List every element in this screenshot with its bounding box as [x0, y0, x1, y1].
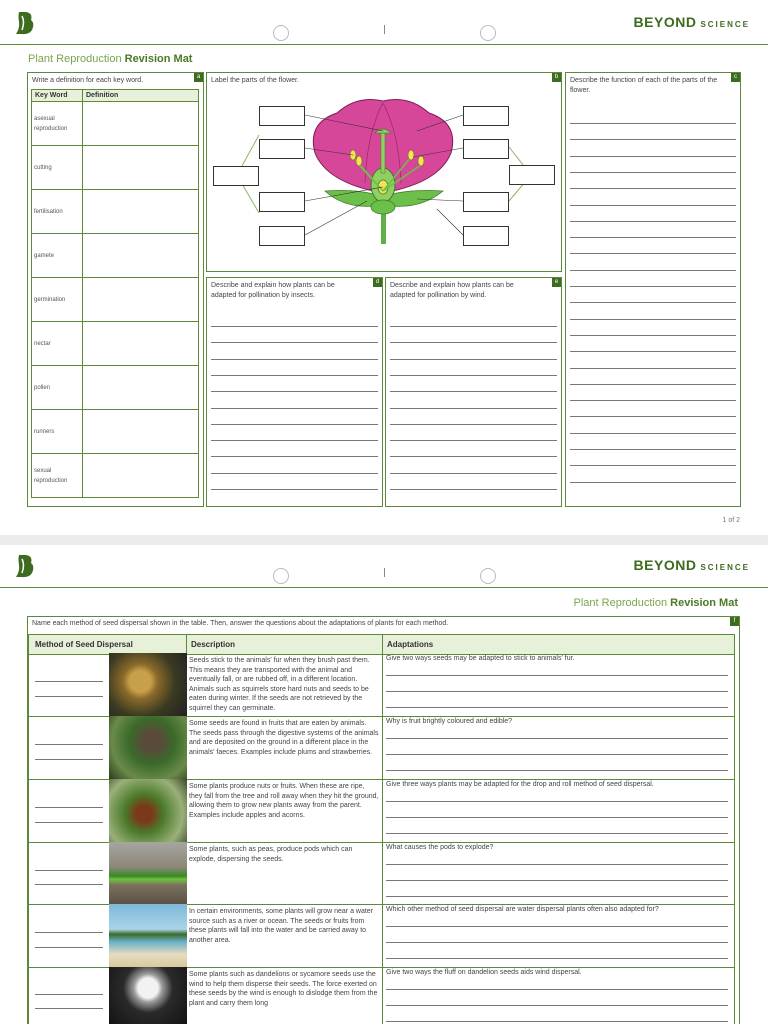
adaptation-answer-line[interactable]	[386, 989, 728, 990]
method-answer-line[interactable]	[35, 696, 103, 697]
adaptation-answer-line[interactable]	[386, 896, 728, 897]
method-answer-line[interactable]	[35, 947, 103, 948]
section-a-key-words	[27, 72, 204, 507]
writing-line[interactable]	[390, 391, 557, 392]
writing-line[interactable]	[390, 408, 557, 409]
writing-line[interactable]	[570, 449, 736, 450]
description-text: Some seeds are found in fruits that are eaten by animals. The seeds pass through the digestive systems of the animals and are deposited on the ground in a different place in the animals' faeces. Examples include plums and strawberries.	[189, 720, 379, 756]
description-text: Some plants, such as peas, produce pods which can explode, dispersing the seeds.	[189, 846, 353, 863]
table-row	[28, 904, 735, 968]
flower-label-box[interactable]	[259, 139, 305, 159]
writing-line[interactable]	[570, 482, 736, 483]
writing-line[interactable]	[570, 319, 736, 320]
seed-dispersal-photo	[109, 779, 187, 842]
fold-mark	[384, 25, 385, 34]
definition-cell[interactable]	[83, 454, 199, 498]
description-text: In certain environments, some plants will grow near a water source such as a river or ocean. The seeds or fruits from these plants will fall into the water and be carried away to another area.	[189, 908, 374, 944]
col-header-definition: Definition	[83, 90, 199, 102]
writing-line[interactable]	[570, 270, 736, 271]
col-header-method: Method of Seed Dispersal	[35, 640, 133, 649]
adaptation-answer-line[interactable]	[386, 707, 728, 708]
method-answer-line[interactable]	[35, 884, 103, 885]
adaptation-question: Give two ways seeds may be adapted to stick to animals' fur.	[386, 655, 575, 662]
writing-line[interactable]	[211, 342, 378, 343]
table-row	[28, 653, 735, 717]
table-row	[32, 102, 199, 146]
punch-hole	[273, 25, 289, 41]
definition-cell[interactable]	[83, 146, 199, 190]
writing-line[interactable]	[570, 286, 736, 287]
section-e-instruction: Describe and explain how plants can be adapted for pollination by wind.	[390, 282, 514, 299]
adaptation-answer-line[interactable]	[386, 958, 728, 959]
section-c-flower-functions	[565, 72, 741, 507]
seed-dispersal-photo	[109, 904, 187, 967]
writing-line[interactable]	[570, 416, 736, 417]
writing-line[interactable]	[211, 456, 378, 457]
section-e-wind-pollination	[385, 277, 562, 507]
fold-mark	[384, 568, 385, 577]
method-answer-line[interactable]	[35, 807, 103, 808]
section-tag: a	[194, 73, 203, 82]
col-header-key-word: Key Word	[32, 90, 83, 102]
method-answer-line[interactable]	[35, 822, 103, 823]
seed-dispersal-photo	[109, 653, 187, 716]
adaptation-answer-line[interactable]	[386, 754, 728, 755]
adaptation-question: Why is fruit brightly coloured and edible?	[386, 718, 513, 725]
page-title: Plant Reproduction Revision Mat	[28, 53, 193, 65]
section-c-instruction: Describe the function of each of the parts of the flower.	[570, 77, 718, 94]
table-row	[32, 234, 199, 278]
writing-line[interactable]	[211, 440, 378, 441]
definition-cell[interactable]	[83, 278, 199, 322]
writing-line[interactable]	[570, 123, 736, 124]
method-answer-line[interactable]	[35, 759, 103, 760]
flower-label-box[interactable]	[463, 106, 509, 126]
writing-line[interactable]	[570, 172, 736, 173]
flower-label-box[interactable]	[213, 166, 259, 186]
writing-line[interactable]	[211, 359, 378, 360]
flower-label-box[interactable]	[463, 192, 509, 212]
key-word: cutting	[32, 146, 83, 190]
key-word: pollen	[32, 366, 83, 410]
definition-cell[interactable]	[83, 322, 199, 366]
section-tag: e	[552, 278, 561, 287]
page-title: Plant Reproduction Revision Mat	[573, 597, 738, 609]
definition-cell[interactable]	[83, 366, 199, 410]
adaptation-answer-line[interactable]	[386, 864, 728, 865]
table-row	[28, 716, 735, 780]
writing-line[interactable]	[390, 342, 557, 343]
key-word: fertilisation	[32, 190, 83, 234]
table-row	[28, 842, 735, 905]
punch-hole	[480, 568, 496, 584]
flower-label-box[interactable]	[509, 165, 555, 185]
writing-line[interactable]	[211, 424, 378, 425]
definition-cell[interactable]	[83, 234, 199, 278]
adaptation-answer-line[interactable]	[386, 880, 728, 881]
writing-line[interactable]	[211, 489, 378, 490]
method-answer-line[interactable]	[35, 744, 103, 745]
writing-line[interactable]	[390, 424, 557, 425]
table-row	[28, 967, 735, 1024]
seed-dispersal-photo	[109, 716, 187, 779]
writing-line[interactable]	[211, 473, 378, 474]
writing-line[interactable]	[211, 391, 378, 392]
writing-line[interactable]	[570, 384, 736, 385]
table-row	[32, 190, 199, 234]
writing-line[interactable]	[390, 456, 557, 457]
definition-cell[interactable]	[83, 410, 199, 454]
section-a-instruction: Write a definition for each key word.	[32, 77, 144, 84]
section-tag: d	[373, 278, 382, 287]
definition-cell[interactable]	[83, 190, 199, 234]
adaptation-answer-line[interactable]	[386, 1021, 728, 1022]
writing-line[interactable]	[570, 188, 736, 189]
brand-name: BEYOND SCIENCE	[633, 557, 750, 573]
flower-label-box[interactable]	[463, 226, 509, 246]
section-d-instruction: Describe and explain how plants can be adapted for pollination by insects.	[211, 282, 335, 299]
description-text: Seeds stick to the animals' fur when they brush past them. This means they are transported with the animal and eventually fall, or are rubbed off, in a different location. Animals such as squirrels store hard nuts and seeds to be eaten during winter. If the seeds are not retrieved by the squirrel they can germinate.	[189, 657, 370, 712]
writing-line[interactable]	[570, 351, 736, 352]
section-tag: f	[730, 617, 739, 626]
adaptation-question: Give two ways the fluff on dandelion seeds aids wind dispersal.	[386, 969, 582, 976]
writing-line[interactable]	[570, 156, 736, 157]
section-f-instruction: Name each method of seed dispersal shown in the table. Then, answer the questions about the adaptations of plants for each method.	[32, 620, 449, 627]
flower-label-box[interactable]	[259, 192, 305, 212]
description-text: Some plants such as dandelions or sycamore seeds use the wind to help them disperse their seeds. The force exerted on these seeds by the wind is enough to dislodge them from the plant and carry them long	[189, 971, 378, 1007]
definition-cell[interactable]	[83, 102, 199, 146]
section-b-instruction: Label the parts of the flower.	[211, 77, 299, 84]
table-row	[32, 146, 199, 190]
seed-dispersal-photo	[109, 842, 187, 904]
adaptation-answer-line[interactable]	[386, 801, 728, 802]
key-word: runners	[32, 410, 83, 454]
writing-line[interactable]	[211, 408, 378, 409]
writing-line[interactable]	[390, 375, 557, 376]
adaptation-answer-line[interactable]	[386, 926, 728, 927]
writing-line[interactable]	[570, 433, 736, 434]
writing-line[interactable]	[570, 221, 736, 222]
writing-line[interactable]	[390, 359, 557, 360]
writing-line[interactable]	[390, 440, 557, 441]
worksheet-page-2	[0, 545, 768, 1024]
col-header-adaptations: Adaptations	[387, 640, 434, 649]
table-row	[32, 366, 199, 410]
writing-line[interactable]	[570, 253, 736, 254]
adaptation-question: Give three ways plants may be adapted for the drop and roll method of seed dispersal.	[386, 781, 654, 788]
adaptation-answer-line[interactable]	[386, 942, 728, 943]
writing-line[interactable]	[570, 400, 736, 401]
adaptation-answer-line[interactable]	[386, 1005, 728, 1006]
writing-line[interactable]	[570, 302, 736, 303]
section-b-label-flower	[206, 72, 562, 272]
method-answer-line[interactable]	[35, 1008, 103, 1009]
key-word: germination	[32, 278, 83, 322]
writing-line[interactable]	[570, 205, 736, 206]
punch-hole	[480, 25, 496, 41]
table-row	[32, 322, 199, 366]
flower-label-box[interactable]	[259, 226, 305, 246]
table-header	[28, 634, 735, 655]
writing-line[interactable]	[211, 375, 378, 376]
adaptation-answer-line[interactable]	[386, 833, 728, 834]
adaptation-question: Which other method of seed dispersal are water dispersal plants often also adapted for?	[386, 906, 659, 913]
writing-line[interactable]	[390, 326, 557, 327]
beyond-logo-icon	[14, 553, 36, 579]
writing-line[interactable]	[570, 335, 736, 336]
key-word-table	[31, 89, 199, 498]
table-row	[32, 410, 199, 454]
writing-line[interactable]	[570, 139, 736, 140]
writing-line[interactable]	[570, 237, 736, 238]
key-word: gamete	[32, 234, 83, 278]
beyond-logo-icon	[14, 10, 36, 36]
punch-hole	[273, 568, 289, 584]
flower-label-box[interactable]	[259, 106, 305, 126]
table-row	[32, 454, 199, 498]
key-word: asexual reproduction	[32, 102, 83, 146]
adaptation-answer-line[interactable]	[386, 738, 728, 739]
section-d-insect-pollination	[206, 277, 383, 507]
table-row	[32, 278, 199, 322]
flower-label-box[interactable]	[463, 139, 509, 159]
section-tag: c	[731, 73, 740, 82]
header-rule	[0, 587, 768, 588]
method-answer-line[interactable]	[35, 994, 103, 995]
writing-line[interactable]	[390, 489, 557, 490]
page-number: 1 of 2	[722, 517, 740, 524]
table-row	[28, 779, 735, 843]
description-text: Some plants produce nuts or fruits. When these are ripe, they fall from the tree and roll away when they hit the ground, allowing them to grow new plants away from the parent. Examples include apples and acorns.	[189, 783, 379, 819]
writing-line[interactable]	[570, 465, 736, 466]
method-answer-line[interactable]	[35, 932, 103, 933]
writing-line[interactable]	[570, 368, 736, 369]
brand-name: BEYOND SCIENCE	[633, 14, 750, 30]
key-word: sexual reproduction	[32, 454, 83, 498]
adaptation-answer-line[interactable]	[386, 675, 728, 676]
adaptation-answer-line[interactable]	[386, 691, 728, 692]
seed-dispersal-photo	[109, 967, 187, 1024]
section-tag: b	[552, 73, 561, 82]
writing-line[interactable]	[211, 326, 378, 327]
adaptation-answer-line[interactable]	[386, 770, 728, 771]
key-word: nectar	[32, 322, 83, 366]
adaptation-question: What causes the pods to explode?	[386, 844, 494, 851]
writing-line[interactable]	[390, 473, 557, 474]
method-answer-line[interactable]	[35, 681, 103, 682]
header-rule	[0, 44, 768, 45]
method-answer-line[interactable]	[35, 870, 103, 871]
col-header-description: Description	[191, 640, 236, 649]
adaptation-answer-line[interactable]	[386, 817, 728, 818]
